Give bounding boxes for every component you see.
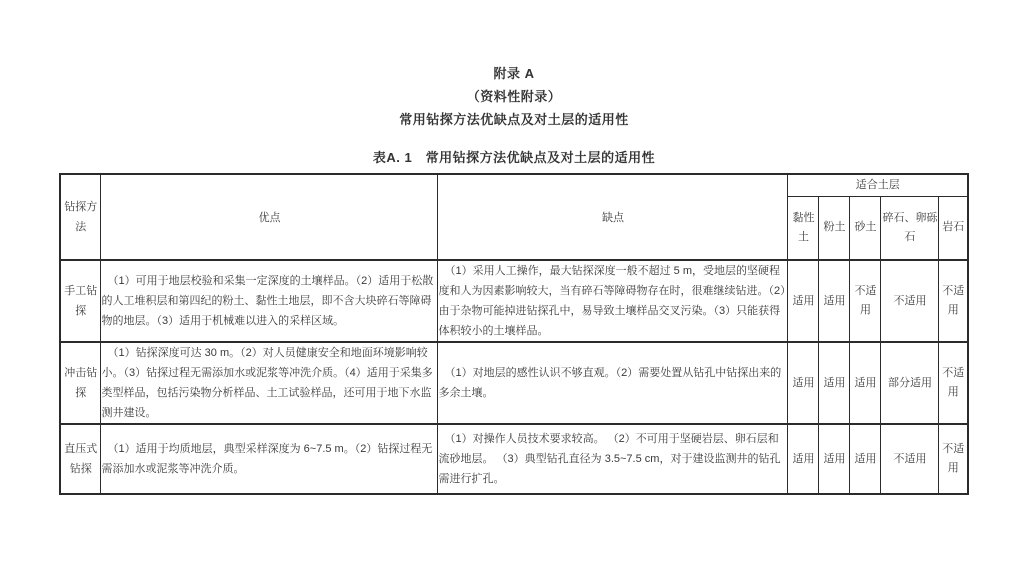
suitability-cell: 适用 [850, 424, 881, 494]
method-cell: 手工钻探 [60, 260, 101, 342]
suitability-cell: 适用 [788, 260, 819, 342]
col-header-soil-gravel: 碎石、卵砾石 [881, 196, 939, 260]
suitability-cell: 适用 [850, 342, 881, 424]
disadvantages-cell: （1）对地层的感性认识不够直观。（2）需要处置从钻孔中钻探出来的多余土壤。 [438, 342, 788, 424]
suitability-cell: 不适用 [850, 260, 881, 342]
appendix-heading: 常用钻探方法优缺点及对土层的适用性 [399, 112, 629, 127]
col-header-disadvantages: 缺点 [438, 174, 788, 260]
suitability-cell: 适用 [819, 342, 850, 424]
col-header-soil-sand: 砂土 [850, 196, 881, 260]
method-cell: 冲击钻探 [60, 342, 101, 424]
suitability-cell: 不适用 [939, 342, 968, 424]
table-row [60, 260, 968, 342]
appendix-label: 附录 A [493, 66, 535, 81]
col-header-method: 钻探方法 [60, 174, 101, 260]
suitability-cell: 适用 [819, 260, 850, 342]
suitability-cell: 不适用 [939, 424, 968, 494]
suitability-cell: 不适用 [881, 260, 939, 342]
advantages-cell: （1）钻探深度可达 30 m。（2）对人员健康安全和地面环境影响较小。（3）钻探过程无需添加水或泥浆等冲洗介质。（4）适用于采集多类型样品，包括污染物分析样品、土工试验样品，还可用于地下水监测井建设。 [101, 342, 438, 424]
suitability-cell: 部分适用 [881, 342, 939, 424]
suitability-cell: 适用 [788, 424, 819, 494]
suitability-cell: 适用 [788, 342, 819, 424]
table-caption: 表A. 1 常用钻探方法优缺点及对土层的适用性 [372, 150, 656, 165]
advantages-cell: （1）可用于地层校验和采集一定深度的土壤样品。（2）适用于松散的人工堆积层和第四纪的粉土、黏性土地层，即不含大块碎石等障碍物的地层。（3）适用于机械难以进入的采样区域。 [101, 260, 438, 342]
disadvantages-cell: （1）对操作人员技术要求较高。 （2）不可用于坚硬岩层、卵石层和流砂地层。 （3）典型钻孔直径为 3.5~7.5 cm，对于建设监测井的钻孔需进行扩孔。 [438, 424, 788, 494]
table-row [60, 342, 968, 424]
suitability-cell: 不适用 [881, 424, 939, 494]
suitability-cell: 不适用 [939, 260, 968, 342]
table-row [60, 424, 968, 494]
header-row-group [60, 174, 968, 196]
disadvantages-cell: （1）采用人工操作，最大钻探深度一般不超过 5 m，受地层的坚硬程度和人为因素影响较大，当有碎石等障碍物存在时，很难继续钻进。（2）由于杂物可能掉进钻探孔中，易导致土壤样品交叉污染。（3）只能获得体积较小的土壤样品。 [438, 260, 788, 342]
advantages-cell: （1）适用于均质地层，典型采样深度为 6~7.5 m。（2）钻探过程无需添加水或泥浆等冲洗介质。 [101, 424, 438, 494]
drilling-methods-table [59, 173, 969, 495]
suitability-cell: 适用 [819, 424, 850, 494]
col-header-soil-clay: 黏性土 [788, 196, 819, 260]
col-header-advantages: 优点 [101, 174, 438, 260]
appendix-type: （资料性附录） [466, 89, 562, 104]
col-header-soil-rock: 岩石 [939, 196, 968, 260]
method-cell: 直压式钻探 [60, 424, 101, 494]
col-header-suitability-group: 适合土层 [788, 174, 968, 196]
col-header-soil-silt: 粉土 [819, 196, 850, 260]
title-block [0, 0, 1028, 131]
